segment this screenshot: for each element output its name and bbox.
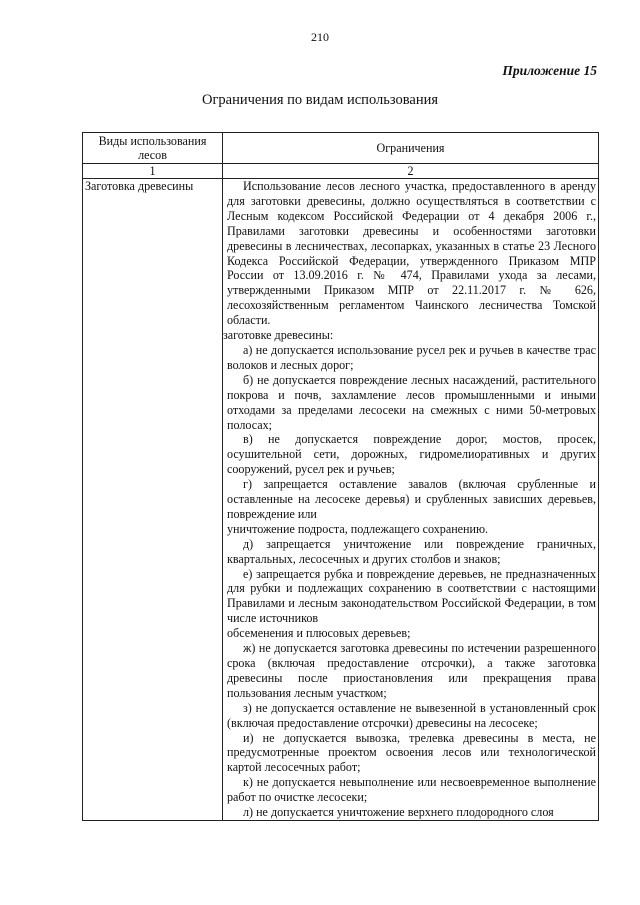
table-header-row	[83, 133, 599, 164]
restriction-item: ж) не допускается заготовка древесины по истечении разрешенного срока (включая предоставление отсрочки), а также заготовка древесины после приостановления или прекращения права пользования лесным участком;	[227, 641, 596, 700]
restriction-item: е) запрещается рубка и повреждение деревьев, не предназначенных для рубки и подлежащих сохранению в соответствии с настоящими Правилами и лесным законодательством Российской Федерации, в том числе источников	[227, 566, 596, 626]
column-number-row	[83, 164, 599, 179]
usage-type-cell: Заготовка древесины	[83, 179, 223, 821]
appendix-label: Приложение 15	[502, 63, 597, 78]
restriction-item: и) не допускается вывозка, трелевка древесины в места, не предусмотренные проектом освоения лесов или технологической картой лесосечных работ;	[227, 730, 596, 775]
header-usage-types: Виды использования лесов	[83, 133, 223, 164]
restrictions-table	[82, 132, 599, 821]
restrictions-cell	[223, 179, 599, 821]
restriction-item: д) запрещается уничтожение или повреждение граничных, квартальных, лесосечных и других столбов и знаков;	[227, 536, 596, 566]
restriction-heading: заготовке древесины:	[223, 328, 334, 343]
restriction-item: б) не допускается повреждение лесных насаждений, растительного покрова и почв, захламление лесов промышленными и иными отходами за пределами лесосеки на смежных с ними 50-метровых полосах;	[227, 372, 596, 432]
restriction-intro: Использование лесов лесного участка, предоставленного в аренду для заготовки древесины, должно осуществляться в соответствии с Лесным кодексом Российской Федерации от 4 декабря 2006 г., Правилами заготовки древесины и особенностями заготовки древесины в лесничествах, лесопарках, указанных в статье 23 Лесного Кодекса Российской Федерации, утвержденного Приказом МПР России от 13.09.2016 г. № 474, Правилами ухода за лесами, утвержденными Приказом МПР от 22.11.2017 г. № 626, лесохозяйственным регламентом Чаинского лесничества Томской области.	[227, 179, 596, 328]
table-row	[83, 179, 599, 821]
document-title: Ограничения по видам использования	[201, 92, 439, 108]
restriction-item: л) не допускается уничтожение верхнего плодородного слоя	[243, 805, 554, 820]
header-restrictions: Ограничения	[223, 133, 599, 164]
restriction-item: з) не допускается оставление не вывезенной в установленный срок (включая предоставление отсрочки) древесины на лесосеке;	[227, 700, 596, 730]
page-number: 210	[311, 30, 329, 44]
restriction-item: к) не допускается невыполнение или несвоевременное выполнение работ по очистке лесосеки;	[227, 775, 596, 805]
restriction-item: а) не допускается использование русел рек и ручьев в качестве трас волоков и лесных дорог;	[227, 342, 596, 372]
column-number-2: 2	[223, 164, 599, 179]
restriction-item-continuation: обсеменения и плюсовых деревьев;	[227, 626, 411, 641]
restriction-item: г) запрещается оставление завалов (включая срубленные и оставленные на лесосеке деревья) и срубленных зависших деревьев, повреждение или	[227, 477, 596, 521]
restriction-item-continuation: уничтожение подроста, подлежащего сохранению.	[227, 521, 489, 536]
column-number-1: 1	[83, 164, 223, 179]
restriction-item: в) не допускается повреждение дорог, мостов, просек, осушительной сети, дорожных, гидромелиоративных и других сооружений, русел рек и ручьев;	[227, 432, 596, 477]
